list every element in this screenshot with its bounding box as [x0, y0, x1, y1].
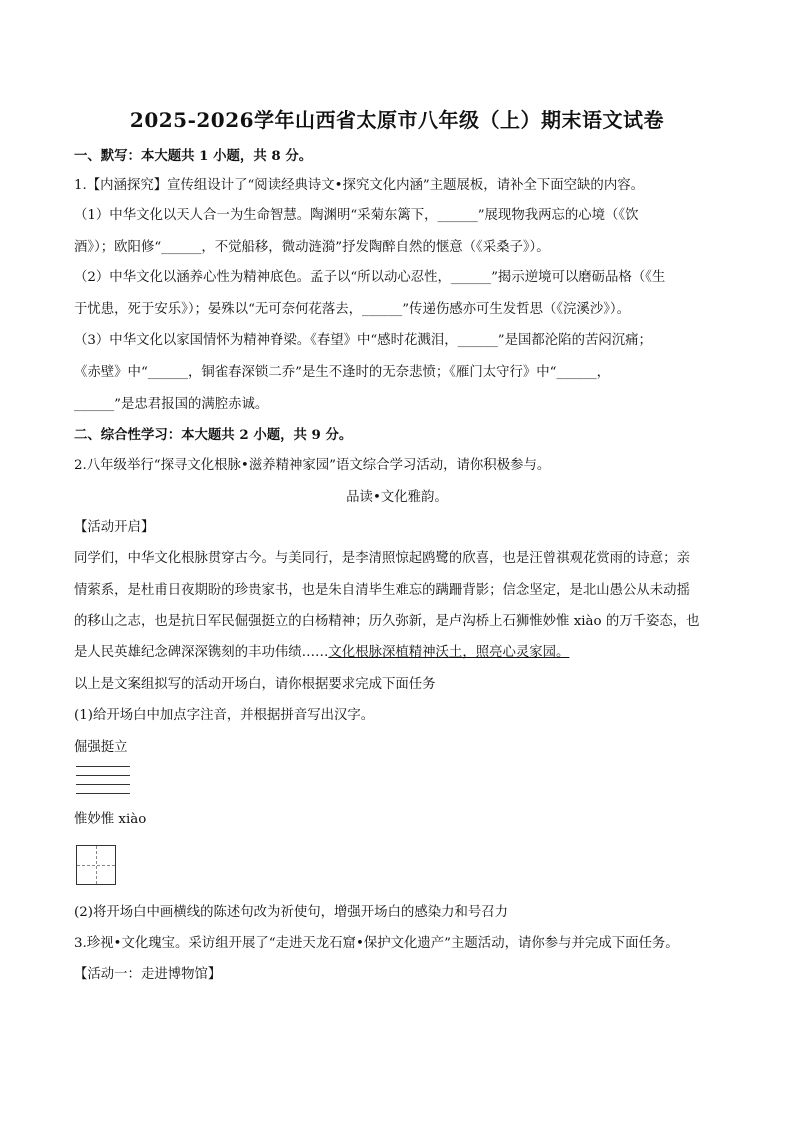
- question-1-part-3-line-1: （3）中华文化以家国情怀为精神脊梁。《春望》中“感时花溅泪，______”是国都沦陷的苦闷沉痛；: [74, 333, 652, 348]
- opening-paragraph-text: 是人民英雄纪念碑深深镌刻的丰功伟绩……: [74, 645, 329, 660]
- question-1-part-1-line-2: 酒》）；欧阳修“______，不觉船移，微动涟漪”抒发陶醉自然的惬意（《采桑子》）。: [74, 240, 550, 255]
- question-1-part-2-line-2: 于忧患，死于安乐》）；晏殊以“无可奈何花落去，______”传递伤感亦可生发哲思（《浣溪沙》）。: [74, 302, 630, 317]
- question-3-intro: 3.珍视•文化瑰宝。采访组开展了“走进天龙石窟•保护文化遗产”主题活动，请你参与并完成下面任务。: [74, 936, 679, 951]
- question-1-part-3-line-3: ______”是忠君报国的满腔赤诚。: [74, 397, 269, 412]
- task-2: (2)将开场白中画横线的陈述句改为祈使句，增强开场白的感染力和号召力: [74, 905, 509, 920]
- section-1-heading: 一、默写：本大题共 1 小题，共 8 分。: [74, 148, 313, 164]
- box-horizontal-guide: [77, 865, 115, 866]
- opening-paragraph-line-3: 的移山之志，也是抗日军民倔强挺立的白杨精神；历久弥新，是卢沟桥上石狮惟妙惟 xiào 的万千姿态，也: [74, 614, 700, 629]
- underlined-sentence: 文化根脉深植精神沃土，照亮心灵家园。: [328, 645, 570, 660]
- task-1: (1)给开场白中加点字注音，并根据拼音写出汉字。: [74, 708, 375, 723]
- question-2-intro: 2.八年级举行“探寻文化根脉•滋养精神家园”语文综合学习活动，请你积极参与。: [74, 458, 551, 473]
- activity-subtitle: 品读•文化雅韵。: [346, 490, 448, 505]
- character-writing-box[interactable]: [76, 845, 116, 885]
- question-1-intro: 1.【内涵探究】宣传组设计了“阅读经典诗文•探究文化内涵”主题展板，请补全下面空缺的内容。: [74, 178, 644, 193]
- task-intro: 以上是文案组拟写的活动开场白，请你根据要求完成下面任务: [74, 677, 436, 692]
- page-title: 2025-2026学年山西省太原市八年级（上）期末语文试卷: [129, 108, 665, 132]
- activity-open-label: 【活动开启】: [74, 520, 155, 535]
- activity-1-label: 【活动一：走进博物馆】: [74, 967, 222, 982]
- word-2: 惟妙惟 xiào: [74, 812, 147, 827]
- question-1-part-3-line-2: 《赤壁》中“______，铜雀春深锁二乔”是生不逢时的无奈悲愤；《雁门太守行》中“______，: [74, 365, 611, 380]
- question-1-part-1-line-1: （1）中华文化以天人合一为生命智慧。陶渊明“采菊东篱下，______”展现物我两忘的心境（《饮: [74, 208, 639, 223]
- answer-line-1[interactable]: [76, 766, 130, 767]
- answer-line-4[interactable]: [76, 793, 130, 794]
- section-2-heading: 二、综合性学习：本大题共 2 小题，共 9 分。: [74, 427, 353, 443]
- opening-paragraph-line-4: [74, 643, 724, 663]
- opening-paragraph-line-2: 情萦系，是杜甫日夜期盼的珍贵家书，也是朱自清毕生难忘的蹒跚背影；信念坚定，是北山愚公从未动摇: [74, 583, 690, 598]
- question-1-part-2-line-1: （2）中华文化以涵养心性为精神底色。孟子以“所以动心忍性，______”揭示逆境可以磨砺品格（《生: [74, 270, 666, 285]
- answer-line-3[interactable]: [76, 784, 130, 785]
- word-1: 倔强挺立: [74, 740, 128, 755]
- opening-paragraph-line-1: 同学们，中华文化根脉贯穿古今。与美同行，是李清照惊起鸥鹭的欣喜，也是汪曾祺观花赏雨的诗意；亲: [74, 551, 690, 566]
- answer-line-2[interactable]: [76, 775, 130, 776]
